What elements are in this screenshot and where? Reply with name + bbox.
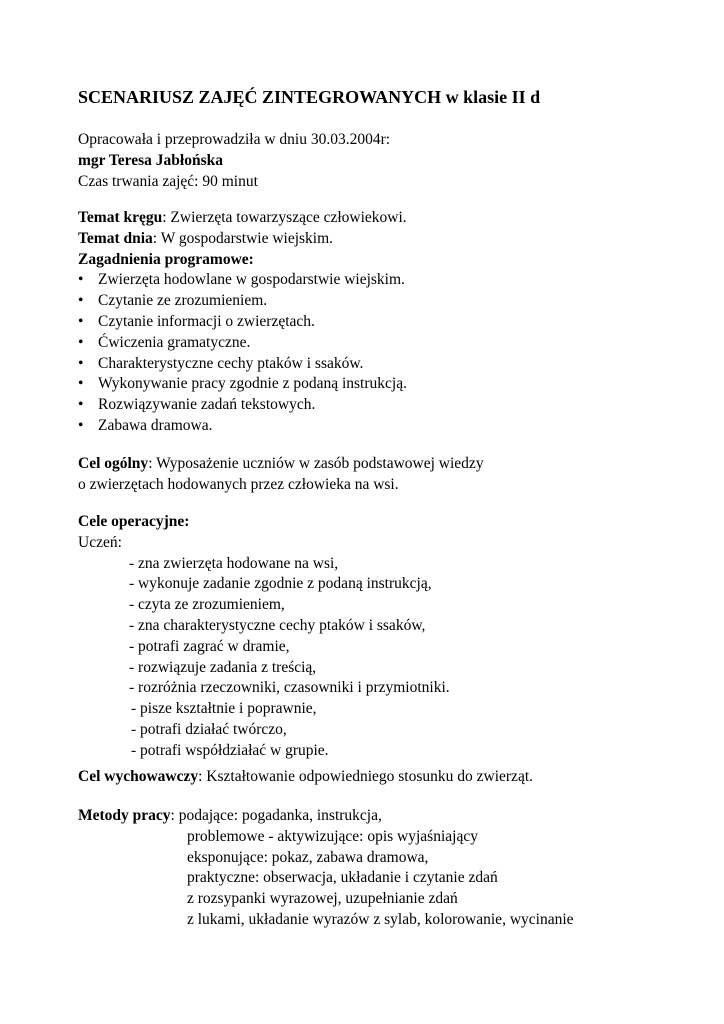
operational-label: Cele operacyjne: bbox=[78, 513, 190, 530]
list-item: • Zabawa dramowa. bbox=[78, 416, 407, 437]
author-name: mgr Teresa Jabłońska bbox=[78, 151, 223, 169]
educational-goal-label: Cel wychowawczy bbox=[78, 768, 199, 785]
general-goal-label: Cel ogólny bbox=[78, 455, 149, 472]
educational-goal-value: : Kształtowanie odpowiedniego stosunku do zwierząt. bbox=[198, 768, 534, 785]
list-item: - czyta ze zrozumieniem, bbox=[129, 596, 285, 614]
list-item: • Czytanie informacji o zwierzętach. bbox=[78, 312, 407, 333]
general-goal-line2: o zwierzętach hodowanych przez człowieka na wsi. bbox=[78, 475, 399, 493]
header-info bbox=[78, 130, 390, 192]
list-item: - rozwiązuje zadania z treścią, bbox=[129, 658, 317, 676]
list-item: - potrafi zagrać w dramie, bbox=[129, 637, 290, 655]
day-topic bbox=[78, 229, 407, 250]
list-item: - zna zwierzęta hodowane na wsi, bbox=[129, 554, 339, 572]
methods-section bbox=[78, 806, 574, 931]
day-topic-value: : W gospodarstwie wiejskim. bbox=[152, 229, 334, 247]
program-label: Zagadnienia programowe: bbox=[78, 250, 254, 268]
program-list bbox=[78, 270, 407, 436]
general-goal-line1: : Wyposażenie uczniów w zasób podstawowej wiedzy bbox=[148, 455, 484, 472]
list-item: • Wykonywanie pracy zgodnie z podaną instrukcją. bbox=[78, 374, 407, 395]
list-item: - pisze kształtnie i poprawnie, bbox=[131, 700, 317, 718]
day-topic-label: Temat dnia bbox=[78, 229, 153, 247]
educational-goal-section bbox=[78, 767, 533, 788]
methods-line: z rozsypanki wyrazowej, uzupełnianie zdań bbox=[187, 890, 458, 908]
methods-line: z lukami, układanie wyrazów z sylab, kolorowanie, wycinanie bbox=[187, 910, 574, 928]
list-item: • Charakterystyczne cechy ptaków i ssaków. bbox=[78, 354, 407, 375]
methods-first: : podające: pogadanka, instrukcja, bbox=[170, 807, 382, 824]
student-label: Uczeń: bbox=[78, 533, 122, 551]
list-item: • Ćwiczenia gramatyczne. bbox=[78, 333, 407, 354]
list-item: - wykonuje zadanie zgodnie z podaną instrukcją, bbox=[129, 575, 432, 593]
list-item: - potrafi działać twórczo, bbox=[131, 720, 287, 738]
duration-line: Czas trwania zajęć: 90 minut bbox=[78, 172, 258, 190]
list-item: - zna charakterystyczne cechy ptaków i ssaków, bbox=[129, 616, 426, 634]
methods-label: Metody pracy bbox=[78, 807, 171, 824]
circle-topic bbox=[78, 208, 407, 229]
list-item: - rozróżnia rzeczowniki, czasowniki i przymiotniki. bbox=[129, 679, 450, 697]
methods-line: eksponujące: pokaz, zabawa dramowa, bbox=[187, 848, 429, 866]
prepared-line: Opracowała i przeprowadziła w dniu 30.03.2004r: bbox=[78, 131, 391, 148]
operational-list bbox=[78, 554, 450, 762]
circle-topic-label: Temat kręgu bbox=[78, 209, 163, 226]
list-item: • Rozwiązywanie zadań tekstowych. bbox=[78, 395, 407, 416]
list-item: - potrafi współdziałać w grupie. bbox=[131, 741, 329, 759]
general-goal-section bbox=[78, 454, 484, 496]
methods-line: problemowe - aktywizujące: opis wyjaśniający bbox=[187, 827, 478, 845]
document-title: SCENARIUSZ ZAJĘĆ ZINTEGROWANYCH w klasie II d bbox=[78, 87, 541, 107]
methods-line: praktyczne: obserwacja, układanie i czytanie zdań bbox=[187, 869, 498, 887]
circle-topic-value: : Zwierzęta towarzyszące człowiekowi. bbox=[162, 209, 407, 226]
operational-goals-section bbox=[78, 512, 450, 762]
topics-section bbox=[78, 208, 407, 437]
list-item: • Czytanie ze zrozumieniem. bbox=[78, 291, 407, 312]
list-item: • Zwierzęta hodowlane w gospodarstwie wiejskim. bbox=[78, 270, 407, 291]
